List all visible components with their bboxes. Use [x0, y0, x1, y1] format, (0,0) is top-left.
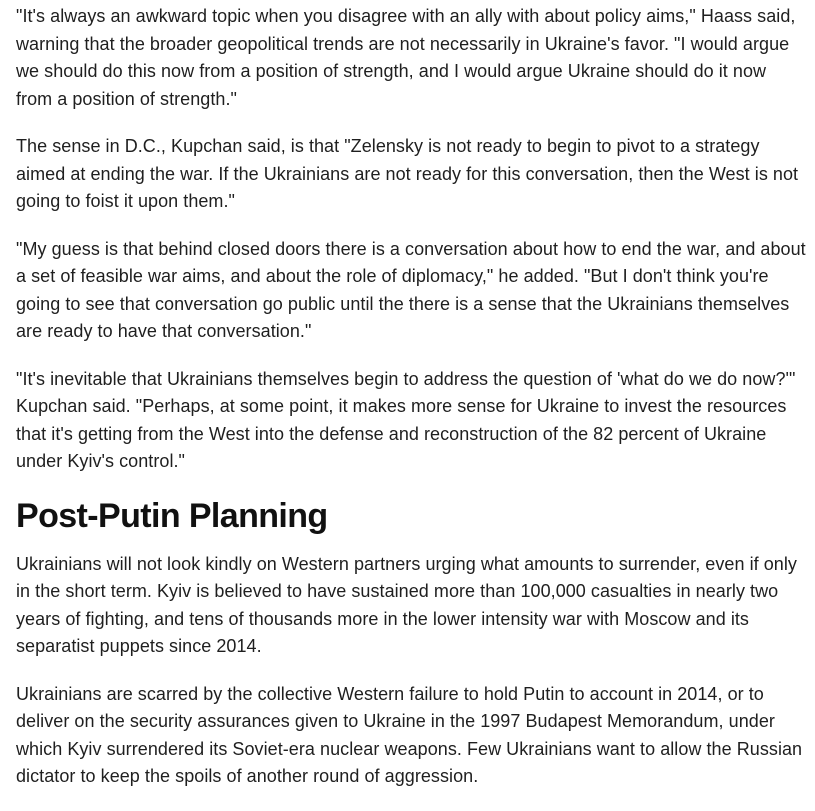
article-body [16, 3, 806, 811]
article-paragraph: Ukrainians are scarred by the collective Western failure to hold Putin to account in 2014, or to deliver on the security assurances given to Ukraine in the 1997 Budapest Memorandum, under which Kyiv surrendered its Soviet-era nuclear weapons. Few Ukrainians want to allow the Russian dictator to keep the spoils of another round of aggression. [16, 683, 803, 786]
article-paragraph: The sense in D.C., Kupchan said, is that "Zelensky is not ready to begin to pivot to a strategy aimed at ending the war. If the Ukrainians are not ready for this conversation, then the West is not going to foist it upon them." [16, 136, 799, 211]
article-paragraph: Ukrainians will not look kindly on Western partners urging what amounts to surrender, even if only in the short term. Kyiv is believed to have sustained more than 100,000 casualties in nearly two years of fighting, and tens of thousands more in the lower intensity war with Moscow and its separatist puppets since 2014. [16, 553, 797, 656]
section-heading: Post-Putin Planning [16, 496, 328, 535]
article-paragraph: "My guess is that behind closed doors there is a conversation about how to end the war, and about a set of feasible war aims, and about the role of diplomacy," he added. "But I don't think you're going to see that conversation go public until the there is a sense that the Ukrainians themselves are ready to have that conversation." [16, 238, 806, 341]
article-paragraph: "It's always an awkward topic when you disagree with an ally with about policy aims," Haass said, warning that the broader geopolitical trends are not necessarily in Ukraine's favor. "I would argue we should do this now from a position of strength, and I would argue Ukraine should do it now from a position of strength." [16, 6, 796, 109]
article-paragraph: "It's inevitable that Ukrainians themselves begin to address the question of 'what do we do now?'" Kupchan said. "Perhaps, at some point, it makes more sense for Ukraine to invest the resources that it's getting from the West into the defense and reconstruction of the 82 percent of Ukraine under Kyiv's control." [16, 368, 796, 471]
